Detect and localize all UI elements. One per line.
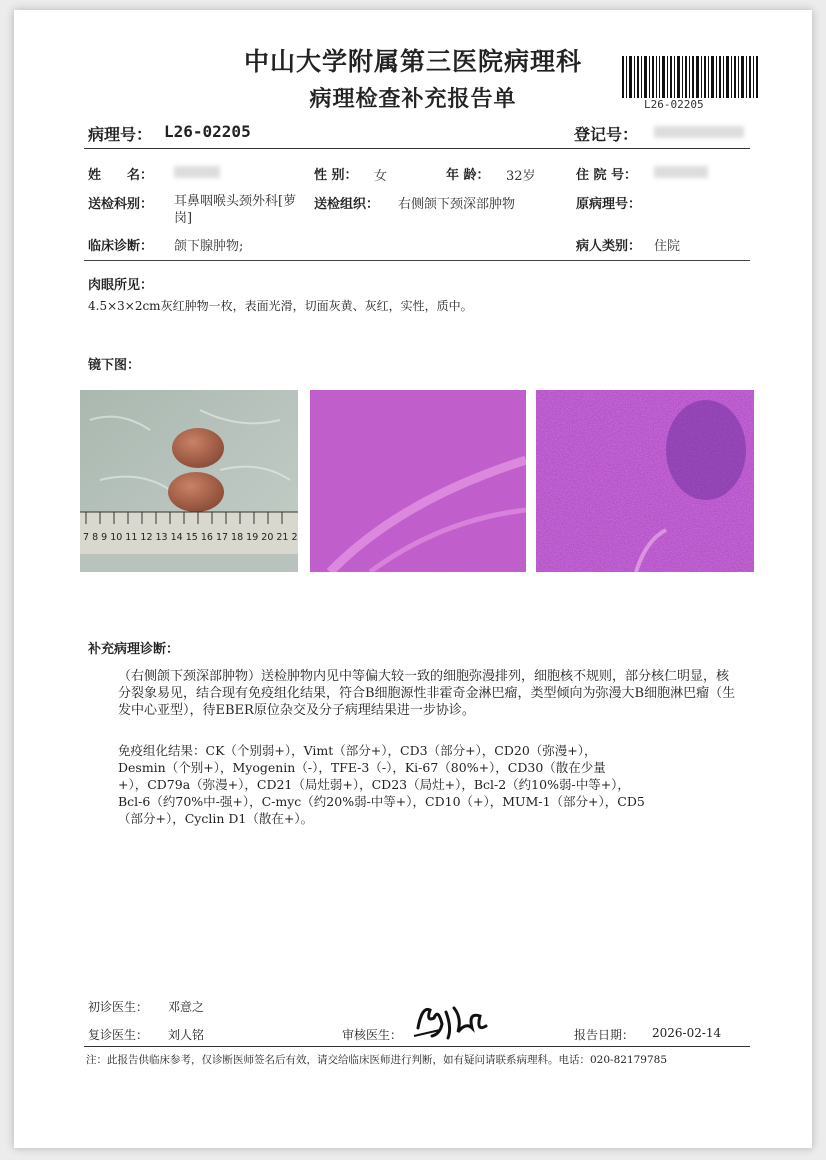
auditor-label: 审核医生： — [342, 1028, 403, 1042]
ihc-results — [118, 742, 645, 827]
review-doctor: 刘人铭 — [168, 1028, 205, 1042]
gender-label: 性 别： — [314, 168, 358, 183]
diagnosis-paragraph: （右侧颌下颈深部肿物）送检肿物内见中等偏大较一致的细胞弥漫排列，细胞核不规则，部分核仁明显，核分裂象易见，结合现有免疫组化结果，符合B细胞源性非霍奇金淋巴瘤，类型倾向为弥漫大B细胞淋巴瘤（生发中心亚型），待EBER原位杂交及分子病理结果进一步协诊。 — [118, 669, 736, 718]
inpatient-no-redacted — [654, 166, 708, 178]
micro-label: 镜下图： — [88, 358, 141, 373]
gross-specimen-photo — [80, 390, 298, 572]
tissue-value: 右侧颌下颈深部肿物 — [398, 197, 516, 212]
clinical-dx-value: 颌下腺肿物; — [174, 239, 244, 254]
pathology-no: L26-02205 — [164, 122, 251, 141]
inpatient-no-label: 住 院 号： — [576, 168, 638, 183]
ihc-line: Desmin（个别+），Myogenin（-），TFE-3（-），Ki-67（80%+），CD30（散在少量 — [118, 760, 606, 775]
report-date: 2026-02-14 — [652, 1026, 722, 1040]
ihc-line: （部分+），Cyclin D1（散在+）。 — [118, 811, 314, 826]
pathology-no-label: 病理号： — [88, 125, 153, 144]
tissue-label: 送检组织： — [314, 197, 380, 212]
gross-label: 肉眼所见： — [88, 278, 154, 293]
registration-no-redacted — [654, 126, 744, 138]
report-title: 病理检查补充报告单 — [309, 87, 517, 112]
hospital-title: 中山大学附属第三医院病理科 — [243, 47, 582, 76]
barcode-number: L26-02205 — [644, 98, 704, 111]
divider — [84, 148, 750, 149]
gross-text: 4.5×3×2cm灰红肿物一枚，表面光滑，切面灰黄、灰红，实性，质中。 — [88, 299, 473, 313]
report-date-label: 报告日期： — [574, 1028, 635, 1042]
ihc-line: 免疫组化结果：CK（个别弱+），Vimt（部分+），CD3（部分+），CD20（弥漫+）， — [118, 743, 597, 758]
dept-value: 耳鼻咽喉头颈外科[萝岗] — [174, 194, 297, 226]
barcode — [620, 56, 760, 98]
orig-no-label: 原病理号： — [576, 197, 642, 212]
age-label: 年 龄： — [446, 168, 490, 183]
initial-doctor: 邓意之 — [168, 1000, 205, 1014]
registration-no-label: 登记号： — [574, 125, 639, 144]
name-label: 姓 名： — [88, 168, 154, 183]
initial-doctor-label: 初诊医生： — [88, 1000, 149, 1014]
review-doctor-label: 复诊医生： — [88, 1028, 149, 1042]
patient-type-label: 病人类别： — [576, 239, 642, 254]
report-page — [14, 10, 812, 1148]
ihc-line: Bcl-6（约70%中-强+），C-myc（约20%弱-中等+），CD10（+），MUM-1（部分+），CD5 — [118, 794, 645, 809]
disclaimer-note: 注：此报告供临床参考，仅诊断医师签名后有效，请交给临床医师进行判断，如有疑问请联系病理科。电话：020-82179785 — [86, 1054, 668, 1066]
gender-value: 女 — [374, 169, 388, 184]
age-value: 32岁 — [506, 169, 536, 184]
patient-type-value: 住院 — [654, 239, 681, 254]
ihc-line: +），CD79a（弥漫+），CD21（局灶弱+），CD23（局灶+），Bcl-2（约10%弱-中等+）， — [118, 777, 630, 792]
he-stain-photo-low — [310, 390, 526, 572]
divider — [84, 260, 750, 261]
auditor-signature — [412, 998, 494, 1042]
patient-name-redacted — [174, 166, 220, 178]
divider — [84, 1046, 750, 1047]
he-stain-photo-high — [536, 390, 754, 572]
clinical-dx-label: 临床诊断： — [88, 239, 154, 254]
diagnosis-label: 补充病理诊断： — [88, 642, 180, 657]
ruler-numbers: 7 8 9 10 11 12 13 14 15 16 17 18 19 20 21 2 — [83, 532, 298, 543]
dept-label: 送检科别： — [88, 197, 154, 212]
